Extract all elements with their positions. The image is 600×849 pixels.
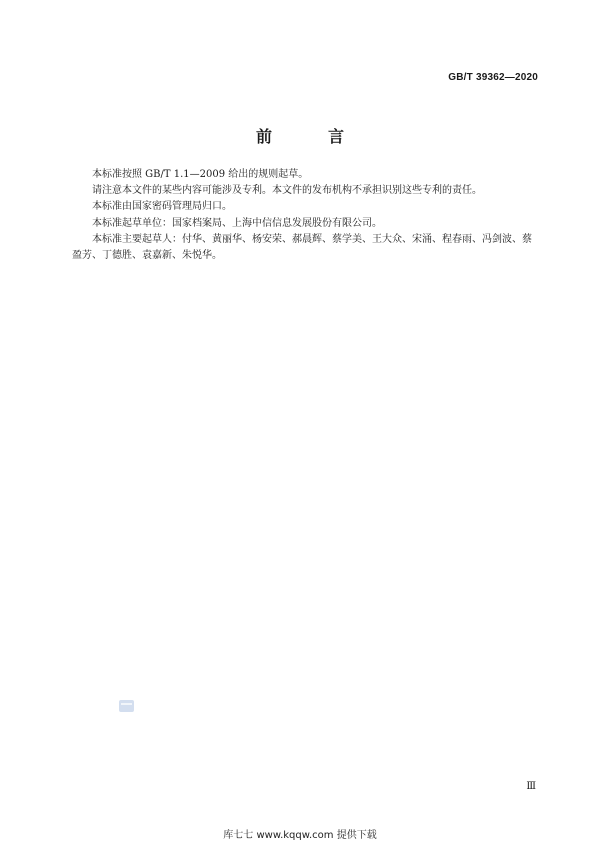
paragraph-drafting-rules: 本标准按照 GB/T 1.1—2009 给出的规则起草。: [92, 169, 309, 180]
page-title: 前 言: [255, 127, 364, 146]
paragraph-patent-notice: 请注意本文件的某些内容可能涉及专利。本文件的发布机构不承担识别这些专利的责任。: [92, 185, 482, 197]
paragraph-administration: 本标准由国家密码管理局归口。: [92, 201, 232, 213]
paragraph-drafters: 本标准主要起草人：付华、黄丽华、杨安荣、郝晨辉、蔡学美、王大众、宋涌、程春雨、冯剑波、蔡盈芳、丁德胜、袁嘉新、朱悦华。: [72, 233, 532, 262]
paragraph-drafting-units: 本标准起草单位：国家档案局、上海中信信息发展股份有限公司。: [92, 217, 382, 229]
footer-source[interactable]: 库七七 www.kqqw.com 提供下载: [223, 830, 377, 841]
body-text: [72, 167, 534, 264]
standard-number: GB/T 39362—2020: [448, 72, 538, 83]
page-number: Ⅲ: [526, 781, 536, 792]
watermark-icon: [119, 700, 134, 712]
